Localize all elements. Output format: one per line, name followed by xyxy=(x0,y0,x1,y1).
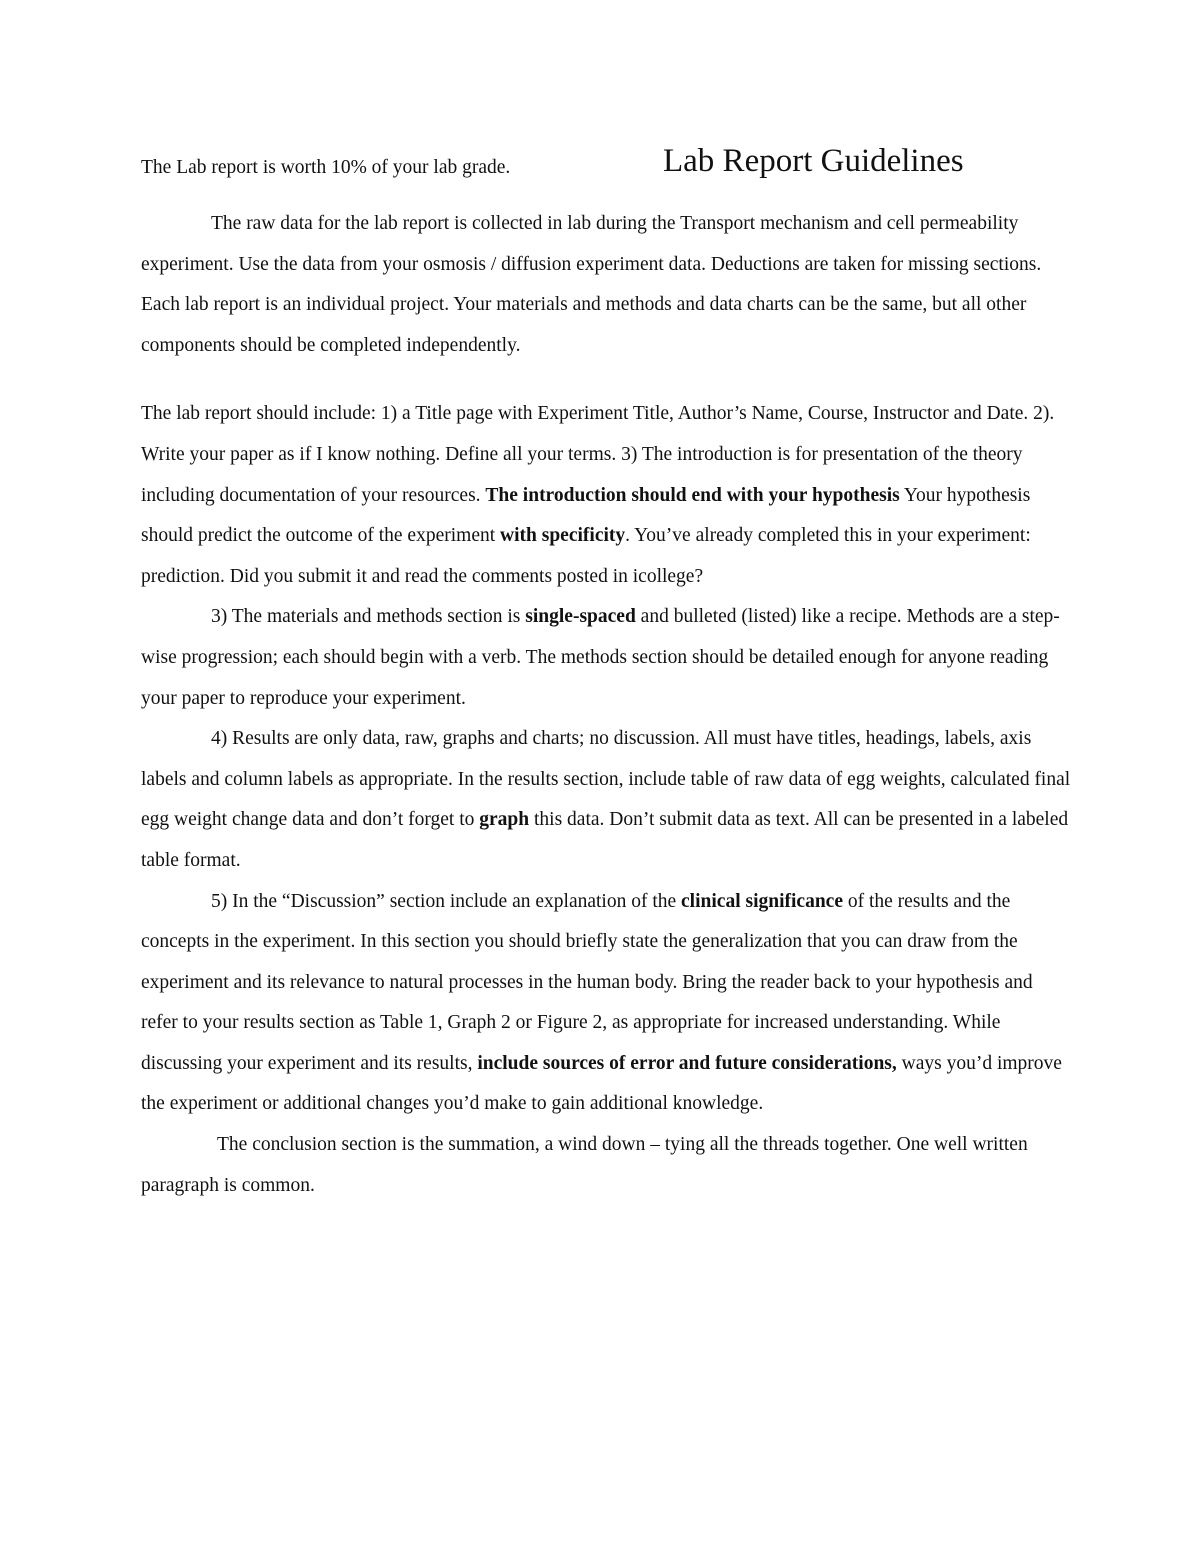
discussion-paragraph xyxy=(141,882,1071,1126)
conclusion-paragraph: The conclusion section is the summation, a wind down – tying all the threads together. One well written paragraph is common. xyxy=(141,1134,1028,1196)
intro-paragraph: The raw data for the lab report is collected in lab during the Transport mechanism and cell permeability experiment. Use the data from your osmosis / diffusion experiment data. Deductions are taken for missing sections. Each lab report is an individual project. Your materials and methods and data charts can be the same, but all other components should be completed independently. xyxy=(141,213,1042,356)
page-title: Lab Report Guidelines xyxy=(663,143,964,179)
discussion-text-middle: of the results and the concepts in the experiment. In this section you should briefly state the generalization that you can draw from the experiment and its relevance to natural processes in the human body. Bring the reader back to your hypothesis and refer to your results section as Table 1, Graph 2 or Figure 2, as appropriate for increased understanding. While discussing your experiment and its results, xyxy=(141,890,1033,1074)
sources-of-error-emphasis: include sources of error and future considerations, xyxy=(477,1052,897,1074)
grade-weight-note: The Lab report is worth 10% of your lab grade. xyxy=(141,157,511,178)
methods-text-start: 3) The materials and methods section is xyxy=(211,606,526,628)
clinical-significance-emphasis: clinical significance xyxy=(681,890,843,912)
single-spaced-emphasis: single-spaced xyxy=(525,606,636,628)
hypothesis-text: Your hypothesis should predict the outcome of the experiment xyxy=(141,484,1031,547)
results-text-start: 4) Results are only data, raw, graphs and charts; no discussion. All must have titles, headings, labels, axis labels and column labels as appropriate. In the results section, include table of raw data of egg weights, calculated final egg weight change data and don’t forget to xyxy=(141,728,1071,831)
discussion-text-end: ways you’d improve the experiment or additional changes you’d make to gain additional knowledge. xyxy=(141,1052,1062,1115)
discussion-text-start: 5) In the “Discussion” section include an explanation of the xyxy=(211,890,682,912)
specificity-emphasis: with specificity xyxy=(500,525,626,547)
document-body xyxy=(141,204,1071,1206)
graph-emphasis: graph xyxy=(479,809,530,831)
methods-paragraph xyxy=(141,597,1071,719)
report-contents-paragraph xyxy=(141,394,1071,597)
report-contents-text: The lab report should include: 1) a Title page with Experiment Title, Author’s Name, Course, Instructor and Date. 2). Write your paper as if I know nothing. Define all your terms. 3) The introduction is for presentation of the theory including documentation of your resources. xyxy=(141,403,1055,506)
prediction-text: . You’ve already completed this in your experiment: prediction. Did you submit it and read the comments posted in icollege? xyxy=(141,525,1031,587)
methods-text-end: and bulleted (listed) like a recipe. Methods are a step-wise progression; each should begin with a verb. The methods section should be detailed enough for anyone reading your paper to reproduce your experiment. xyxy=(141,606,1060,709)
hypothesis-emphasis: The introduction should end with your hypothesis xyxy=(485,484,900,506)
results-paragraph xyxy=(141,719,1071,881)
results-text-end: this data. Don’t submit data as text. All can be presented in a labeled table format. xyxy=(141,809,1069,871)
